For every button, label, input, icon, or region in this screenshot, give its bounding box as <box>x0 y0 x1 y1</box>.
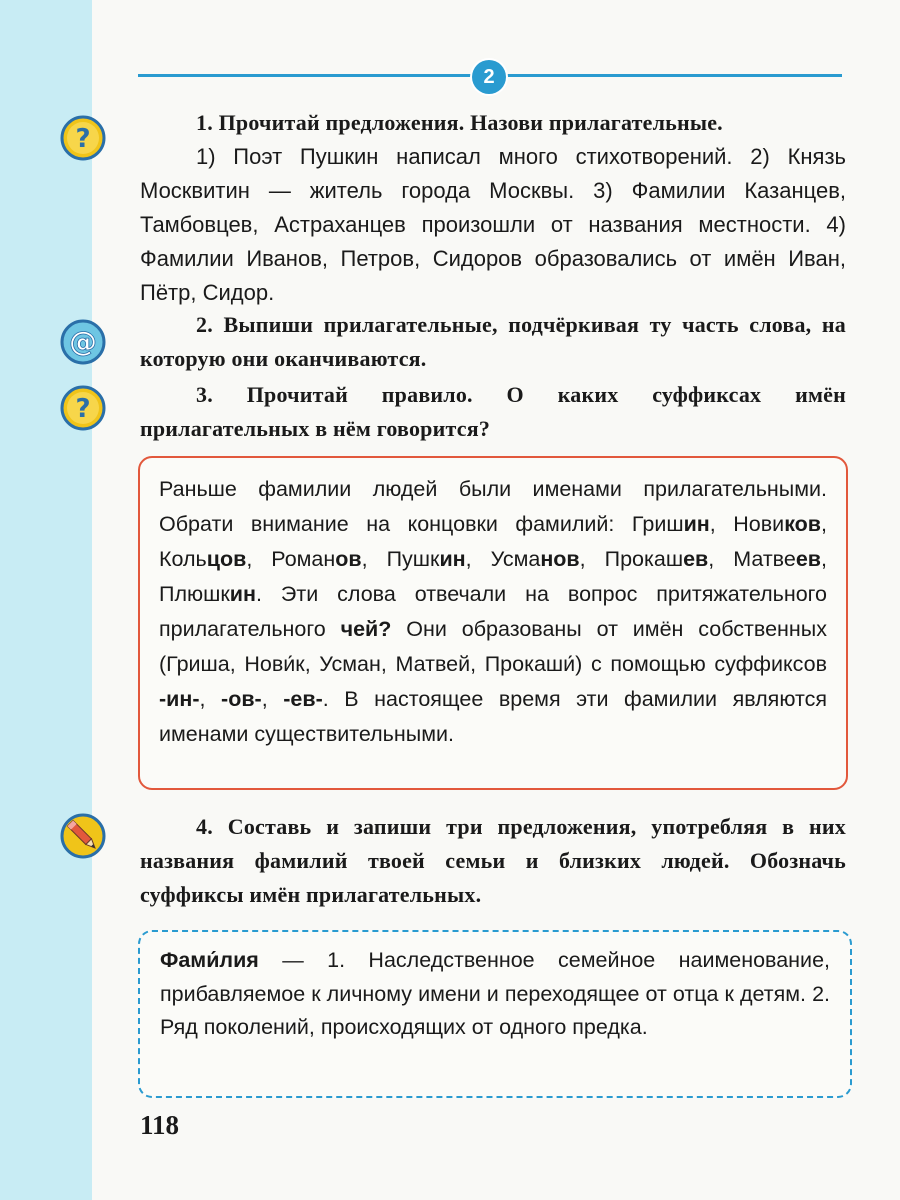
task-number: 2. <box>196 312 213 337</box>
surname: Романов <box>271 547 362 571</box>
task-text: Составь и запиши три предложения, употребляя в них названия фамилий твоей семьи и близких людей. Обозначь суффиксы имён прилагательных. <box>140 814 847 907</box>
rule-after-question: Они образованы от имён собственных (Гриша, Нови́к, Усман, Матвей, Прокаши́) с помощью суффиксов <box>159 617 827 676</box>
rule-ending: В настоящее время эти фамилии являются именами существительными. <box>159 687 827 746</box>
svg-text:?: ? <box>75 394 91 424</box>
task-number: 1. <box>196 110 213 135</box>
surname: Матвеев <box>733 547 822 571</box>
suffix: -ин- <box>159 687 200 711</box>
task-heading-text: Прочитай предложения. Назови прилагательные. <box>218 110 723 135</box>
question-icon <box>59 114 107 162</box>
rule-text: Раньше фамилии людей были именами прилагательными. Обрати внимание на концовки фамилий: Гришин, Новиков, Кольцов, Романов, Пушкин, Усманов, Прокашев, Матвеев, Плюшкин. Эти слова отвечали на вопрос притяжательного прилагательного чей? Они образованы от имён собственных (Гриша, Нови́к, Усман, Матвей, Прокаши́) с помощью суффиксов -ин-, -ов-, -ев-. В настоящее время эти фамилии являются именами существительными. <box>159 477 827 746</box>
surname: Прокашев <box>604 547 709 571</box>
at-sign-icon <box>59 318 107 366</box>
task-text: Прочитай правило. О каких суффиксах имён прилагательных в нём говорится? <box>140 382 846 441</box>
dictionary-entry <box>160 944 830 1045</box>
task-text: Выпиши прилагательные, подчёркивая ту часть слова, на которую они оканчиваются. <box>140 312 847 371</box>
page-margin <box>0 0 92 1200</box>
surname: Гришин <box>631 512 710 536</box>
task-1 <box>140 106 846 310</box>
task-2 <box>140 308 846 376</box>
page-number: 118 <box>140 1110 180 1140</box>
rule-question: чей? <box>340 617 392 641</box>
suffix: -ев- <box>283 687 323 711</box>
task-1-body: 1) Поэт Пушкин написал много стихотворений. 2) Князь Москвитин — житель города Москвы. 3) Фамилии Казанцев, Тамбовцев, Астраханцев произошли от названия местности. 4) Фамилии Иванов, Петров, Сидоров образовались от имён Иван, Пётр, Сидор. <box>140 144 846 305</box>
task-4-text <box>140 810 846 912</box>
task-2-text <box>140 308 846 376</box>
suffix: -ов- <box>221 687 262 711</box>
svg-text:?: ? <box>75 124 91 154</box>
rule-intro: Раньше фамилии людей были именами прилагательными. Обрати внимание на концовки фамилий: <box>159 477 827 536</box>
dictionary-definition: — 1. Наследственное семейное наименование, прибавляемое к личному имени и переходящее от отца к детям. 2. Ряд поколений, происходящих от одного предка. <box>160 948 830 1039</box>
rule-box <box>138 456 848 790</box>
section-number-badge: 2 <box>472 60 506 94</box>
svg-text:@: @ <box>69 325 97 358</box>
task-number: 4. <box>196 814 213 839</box>
task-1-heading <box>140 106 846 140</box>
rule-surnames: Гришин, Новиков, Кольцов, Романов, Пушкин, Усманов, Прокашев, Матвеев, Плюшкин. <box>159 512 827 606</box>
dictionary-box <box>138 930 852 1098</box>
task-3 <box>140 378 846 446</box>
surname: Плюшкин <box>159 582 256 606</box>
surname: Кольцов <box>159 547 247 571</box>
dictionary-term: Фами́лия <box>160 948 259 972</box>
pencil-icon <box>59 812 107 860</box>
task-3-text <box>140 378 846 446</box>
task-number: 3. <box>196 382 213 407</box>
surname: Усманов <box>490 547 580 571</box>
question-icon <box>59 384 107 432</box>
surname: Пушкин <box>386 547 466 571</box>
task-4 <box>140 810 846 912</box>
rule-middle: Эти слова отвечали на вопрос притяжательного прилагательного <box>159 582 827 641</box>
surname: Новиков <box>733 512 822 536</box>
